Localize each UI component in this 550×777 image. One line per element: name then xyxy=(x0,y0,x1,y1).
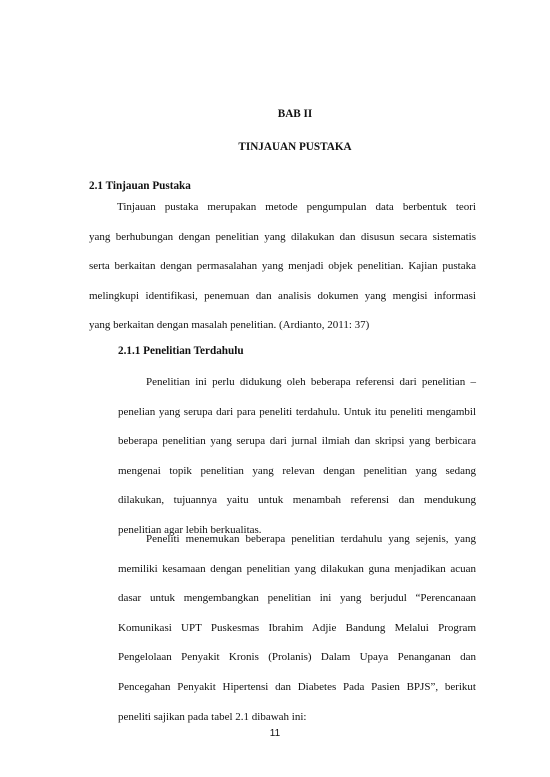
paragraph-line: Pengelolaan Penyakit Kronis (Prolanis) Dalam Upaya Penanganan dan xyxy=(118,651,476,664)
paragraph-line: mengenai topik penelitian yang relevan dengan penelitian yang sedang xyxy=(118,464,476,477)
paragraph-line: yang berhubungan dengan penelitian yang dilakukan dan disusun secara sistematis xyxy=(89,230,476,243)
paragraph-line: dilakukan, tujuannya yaitu untuk menambah referensi dan mendukung xyxy=(118,494,476,507)
paragraph-line: Pencegahan Penyakit Hipertensi dan Diabetes Pada Pasien BPJS”, berikut xyxy=(118,680,476,693)
paragraph-line: penelian yang serupa dari para peneliti terdahulu. Untuk itu peneliti mengambil xyxy=(118,405,476,418)
paragraph-line: Tinjauan pustaka merupakan metode pengumpulan data berbentuk teori xyxy=(117,201,476,213)
paragraph-line: serta berkaitan dengan permasalahan yang menjadi objek penelitian. Kajian pustaka xyxy=(89,260,476,273)
section-2-1-paragraph xyxy=(89,193,476,341)
paragraph-line: yang berkaitan dengan masalah penelitian. (Ardianto, 2011: 37) xyxy=(89,319,370,332)
paragraph-line: Komunikasi UPT Puskesmas Ibrahim Adjie Bandung Melalui Program xyxy=(118,621,476,634)
section-2-1-1-paragraph-1 xyxy=(118,368,476,546)
paragraph-line: beberapa penelitian yang serupa dari jurnal ilmiah dan skripsi yang berbicara xyxy=(118,435,476,448)
chapter-label: BAB II xyxy=(277,108,313,120)
paragraph-line: penelitian agar lebih berkualitas. xyxy=(118,523,262,536)
chapter-title: TINJAUAN PUSTAKA xyxy=(238,141,352,153)
paragraph-line: Penelitian ini perlu didukung oleh beberapa referensi dari penelitian – xyxy=(146,376,476,388)
section-2-1-1-paragraph-2 xyxy=(118,525,476,732)
paragraph-line: peneliti sajikan pada tabel 2.1 dibawah ini: xyxy=(118,710,307,723)
paragraph-line: Peneliti menemukan beberapa penelitian terdahulu yang sejenis, yang xyxy=(146,533,476,545)
paragraph-line: dasar untuk mengembangkan penelitian ini yang berjudul “Perencanaan xyxy=(118,592,476,605)
paragraph-line: melingkupi identifikasi, penemuan dan analisis dokumen yang mengisi informasi xyxy=(89,289,476,302)
paragraph-line: memiliki kesamaan dengan penelitian yang dilakukan guna menjadikan acuan xyxy=(118,562,476,575)
section-heading-2-1-1: 2.1.1 Penelitian Terdahulu xyxy=(118,345,244,357)
page-number: 11 xyxy=(269,728,281,739)
section-heading-2-1: 2.1 Tinjauan Pustaka xyxy=(89,180,191,192)
